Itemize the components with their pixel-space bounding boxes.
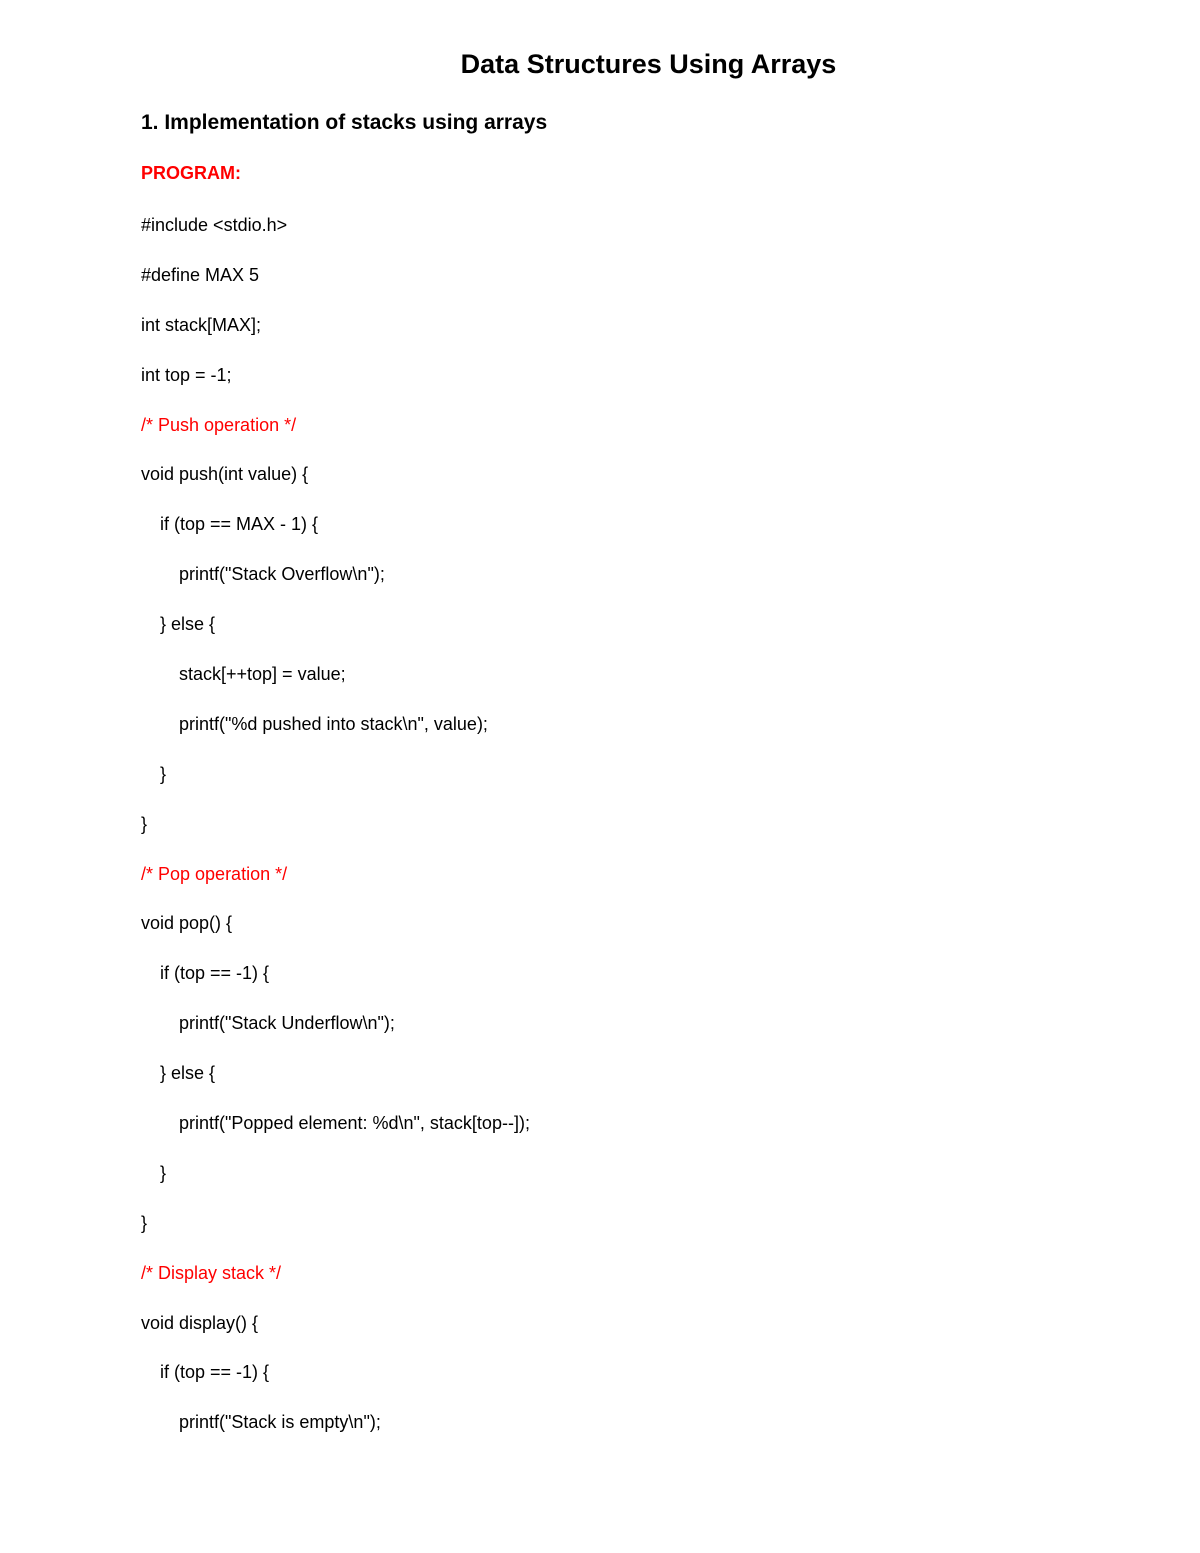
code-line: printf("Stack Underflow\n"); [179,1013,395,1034]
code-comment: /* Display stack */ [141,1262,282,1283]
code-line: printf("Stack is empty\n"); [179,1412,381,1433]
code-line: #define MAX 5 [141,264,260,285]
code-line: } [160,1162,167,1183]
code-line: void pop() { [141,913,233,934]
code-line: } [141,1212,148,1233]
code-line: if (top == -1) { [160,963,270,984]
code-line: void push(int value) { [141,464,309,485]
code-line: } [160,763,167,784]
code-line: } [141,813,148,834]
code-line: void display() { [141,1312,259,1333]
code-listing [141,212,530,1459]
code-line: int top = -1; [141,364,232,385]
code-line: #include <stdio.h> [141,215,288,235]
code-line: if (top == MAX - 1) { [160,514,319,535]
code-line: stack[++top] = value; [179,664,346,685]
code-line: printf("%d pushed into stack\n", value); [179,713,488,734]
code-line: } else { [160,614,216,635]
code-line: } else { [160,1063,216,1084]
code-comment: /* Push operation */ [141,414,297,435]
program-label: PROGRAM: [141,163,241,183]
document-title: Data Structures Using Arrays [460,49,837,79]
code-line: printf("Stack Overflow\n"); [179,564,385,585]
code-line: int stack[MAX]; [141,314,262,335]
code-line: printf("Popped element: %d\n", stack[top--]); [179,1113,530,1134]
code-comment: /* Pop operation */ [141,863,288,884]
section-heading: 1. Implementation of stacks using arrays [141,111,548,134]
code-line: if (top == -1) { [160,1362,270,1383]
